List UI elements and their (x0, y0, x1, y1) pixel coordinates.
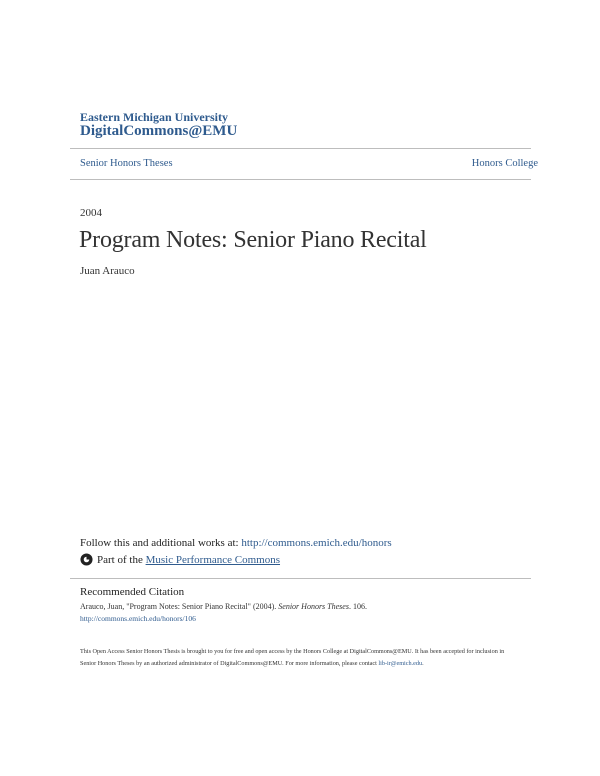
contact-email-link[interactable]: lib-ir@emich.edu (378, 660, 423, 667)
recommended-citation-heading: Recommended Citation (80, 586, 185, 598)
citation-divider (70, 578, 531, 579)
part-of-label: Part of the (97, 553, 143, 566)
document-title: Program Notes: Senior Piano Recital (79, 227, 427, 253)
access-notice-end: . (422, 660, 424, 667)
citation-series: Senior Honors Theses (278, 602, 349, 611)
citation-suffix: . 106. (348, 602, 367, 611)
honors-college-link[interactable]: Honors College (471, 158, 538, 169)
senior-honors-theses-link[interactable]: Senior Honors Theses (80, 158, 173, 169)
follow-label: Follow this and additional works at: (80, 537, 239, 549)
creative-commons-icon (80, 553, 93, 566)
music-performance-commons-link[interactable]: Music Performance Commons (145, 553, 281, 566)
header-divider-bottom (70, 179, 531, 180)
document-year: 2004 (80, 207, 102, 219)
follow-line (80, 537, 392, 549)
header-divider-top (70, 148, 531, 149)
part-of-line (80, 553, 280, 566)
university-name: Eastern Michigan University (80, 110, 228, 124)
honors-collection-link[interactable]: http://commons.emich.edu/honors (241, 537, 392, 549)
access-notice-text: This Open Access Senior Honors Thesis is brought to you for free and open access by the Honors College at DigitalCommons@EMU. It has been accepted for inclusion in Senior Honors Theses by an authorized administrator of DigitalCommons@EMU. For more information, please contact (80, 648, 505, 667)
citation-text (80, 602, 530, 611)
access-notice (80, 646, 520, 670)
repository-name[interactable]: DigitalCommons@EMU (80, 123, 238, 139)
document-author: Juan Arauco (80, 265, 135, 277)
citation-url-link[interactable]: http://commons.emich.edu/honors/106 (80, 614, 196, 623)
citation-prefix: Arauco, Juan, "Program Notes: Senior Piano Recital" (2004). (80, 602, 277, 611)
